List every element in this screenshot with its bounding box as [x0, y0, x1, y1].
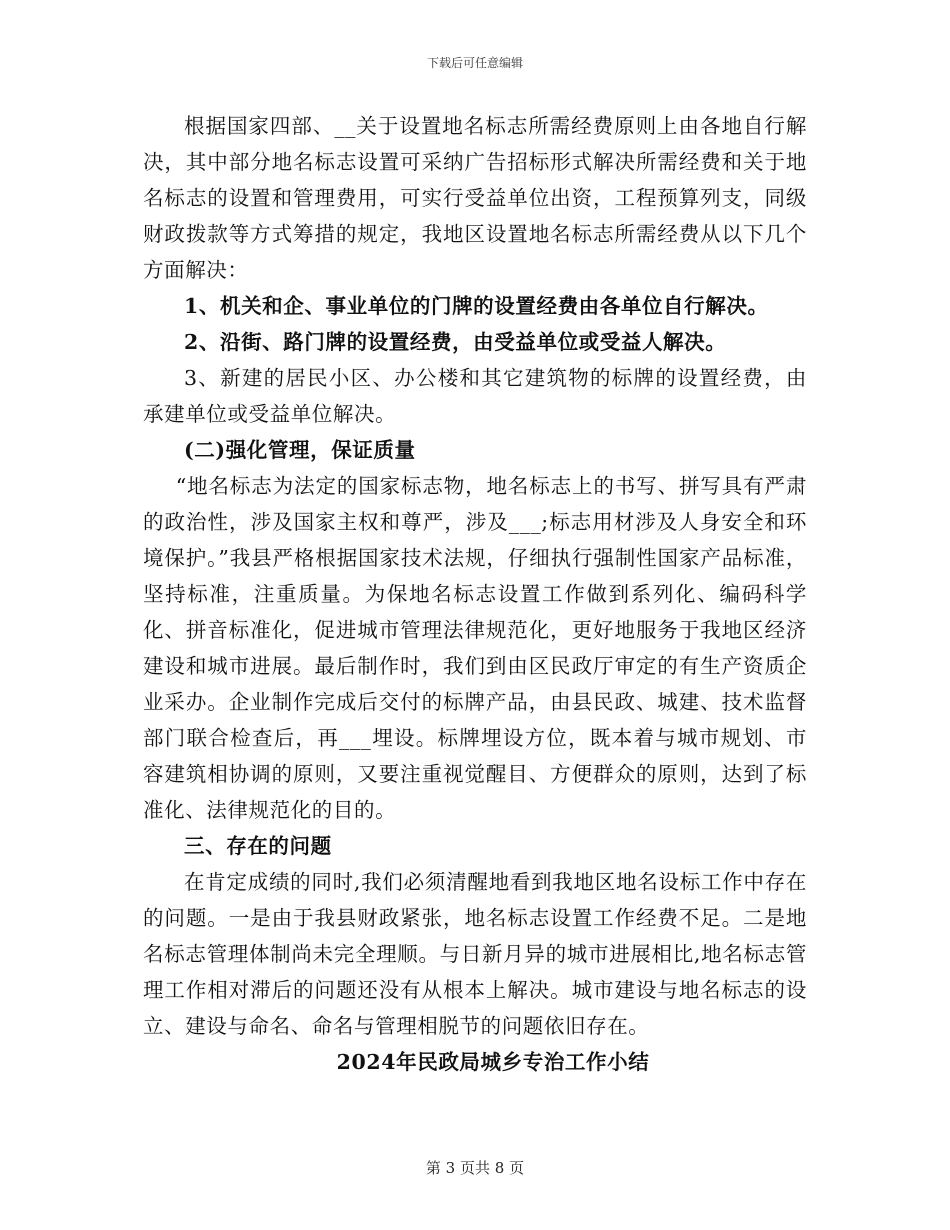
next-document-title: 2024年民政局城乡专治工作小结: [336, 1050, 650, 1074]
section-heading-problems: 三、存在的问题: [184, 834, 332, 858]
paragraph-item-3: 3、新建的居民小区、办公楼和其它建筑物的标牌的设置经费，由承建单位或受益单位解决。: [143, 366, 807, 426]
document-body: [143, 108, 807, 1080]
page-number: 第 3 页共 8 页: [425, 1159, 525, 1177]
paragraph-item-1: 1、机关和企、事业单位的门牌的设置经费由各单位自行解决。: [184, 294, 769, 318]
paragraph-funding-basis: 根据国家四部、__关于设置地名标志所需经费原则上由各地自行解决，其中部分地名标志设置可采纳广告招标形式解决所需经费和关于地名标志的设置和管理费用，可实行受益单位出资，工程预算列支，同级财政拨款等方式筹措的规定，我地区设置地名标志所需经费从以下几个方面解决：: [143, 114, 807, 282]
paragraph-item-2: 2、沿街、路门牌的设置经费，由受益单位或受益人解决。: [184, 330, 727, 354]
paragraph-quality: “地名标志为法定的国家标志物，地名标志上的书写、拼写具有严肃的政治性，涉及国家主权和尊严，涉及___;标志用材涉及人身安全和环境保护。”我县严格根据国家技术法规，仔细执行强制性国家产品标准，坚持标准，注重质量。为保地名标志设置工作做到系列化、编码科学化、拼音标准化，促进城市管理法律规范化，更好地服务于我地区经济建设和城市进展。最后制作时，我们到由区民政厅审定的有生产资质企业采办。企业制作完成后交付的标牌产品，由县民政、城建、技术监督部门联合检查后，再___埋设。标牌埋设方位，既本着与城市规划、市容建筑相协调的原则，又要注重视觉醒目、方便群众的原则，达到了标准化、法律规范化的目的。: [143, 474, 807, 822]
header-note: 下载后可任意编辑: [426, 56, 523, 70]
section-heading-management: (二)强化管理，保证质量: [184, 438, 416, 462]
paragraph-problems: 在肯定成绩的同时,我们必须清醒地看到我地区地名设标工作中存在的问题。一是由于我县财政紧张，地名标志设置工作经费不足。二是地名标志管理体制尚未完全理顺。与日新月异的城市进展相比,地名标志管理工作相对滞后的问题还没有从根本上解决。城市建设与地名标志的设立、建设与命名、命名与管理相脱节的问题依旧存在。: [143, 870, 807, 1038]
